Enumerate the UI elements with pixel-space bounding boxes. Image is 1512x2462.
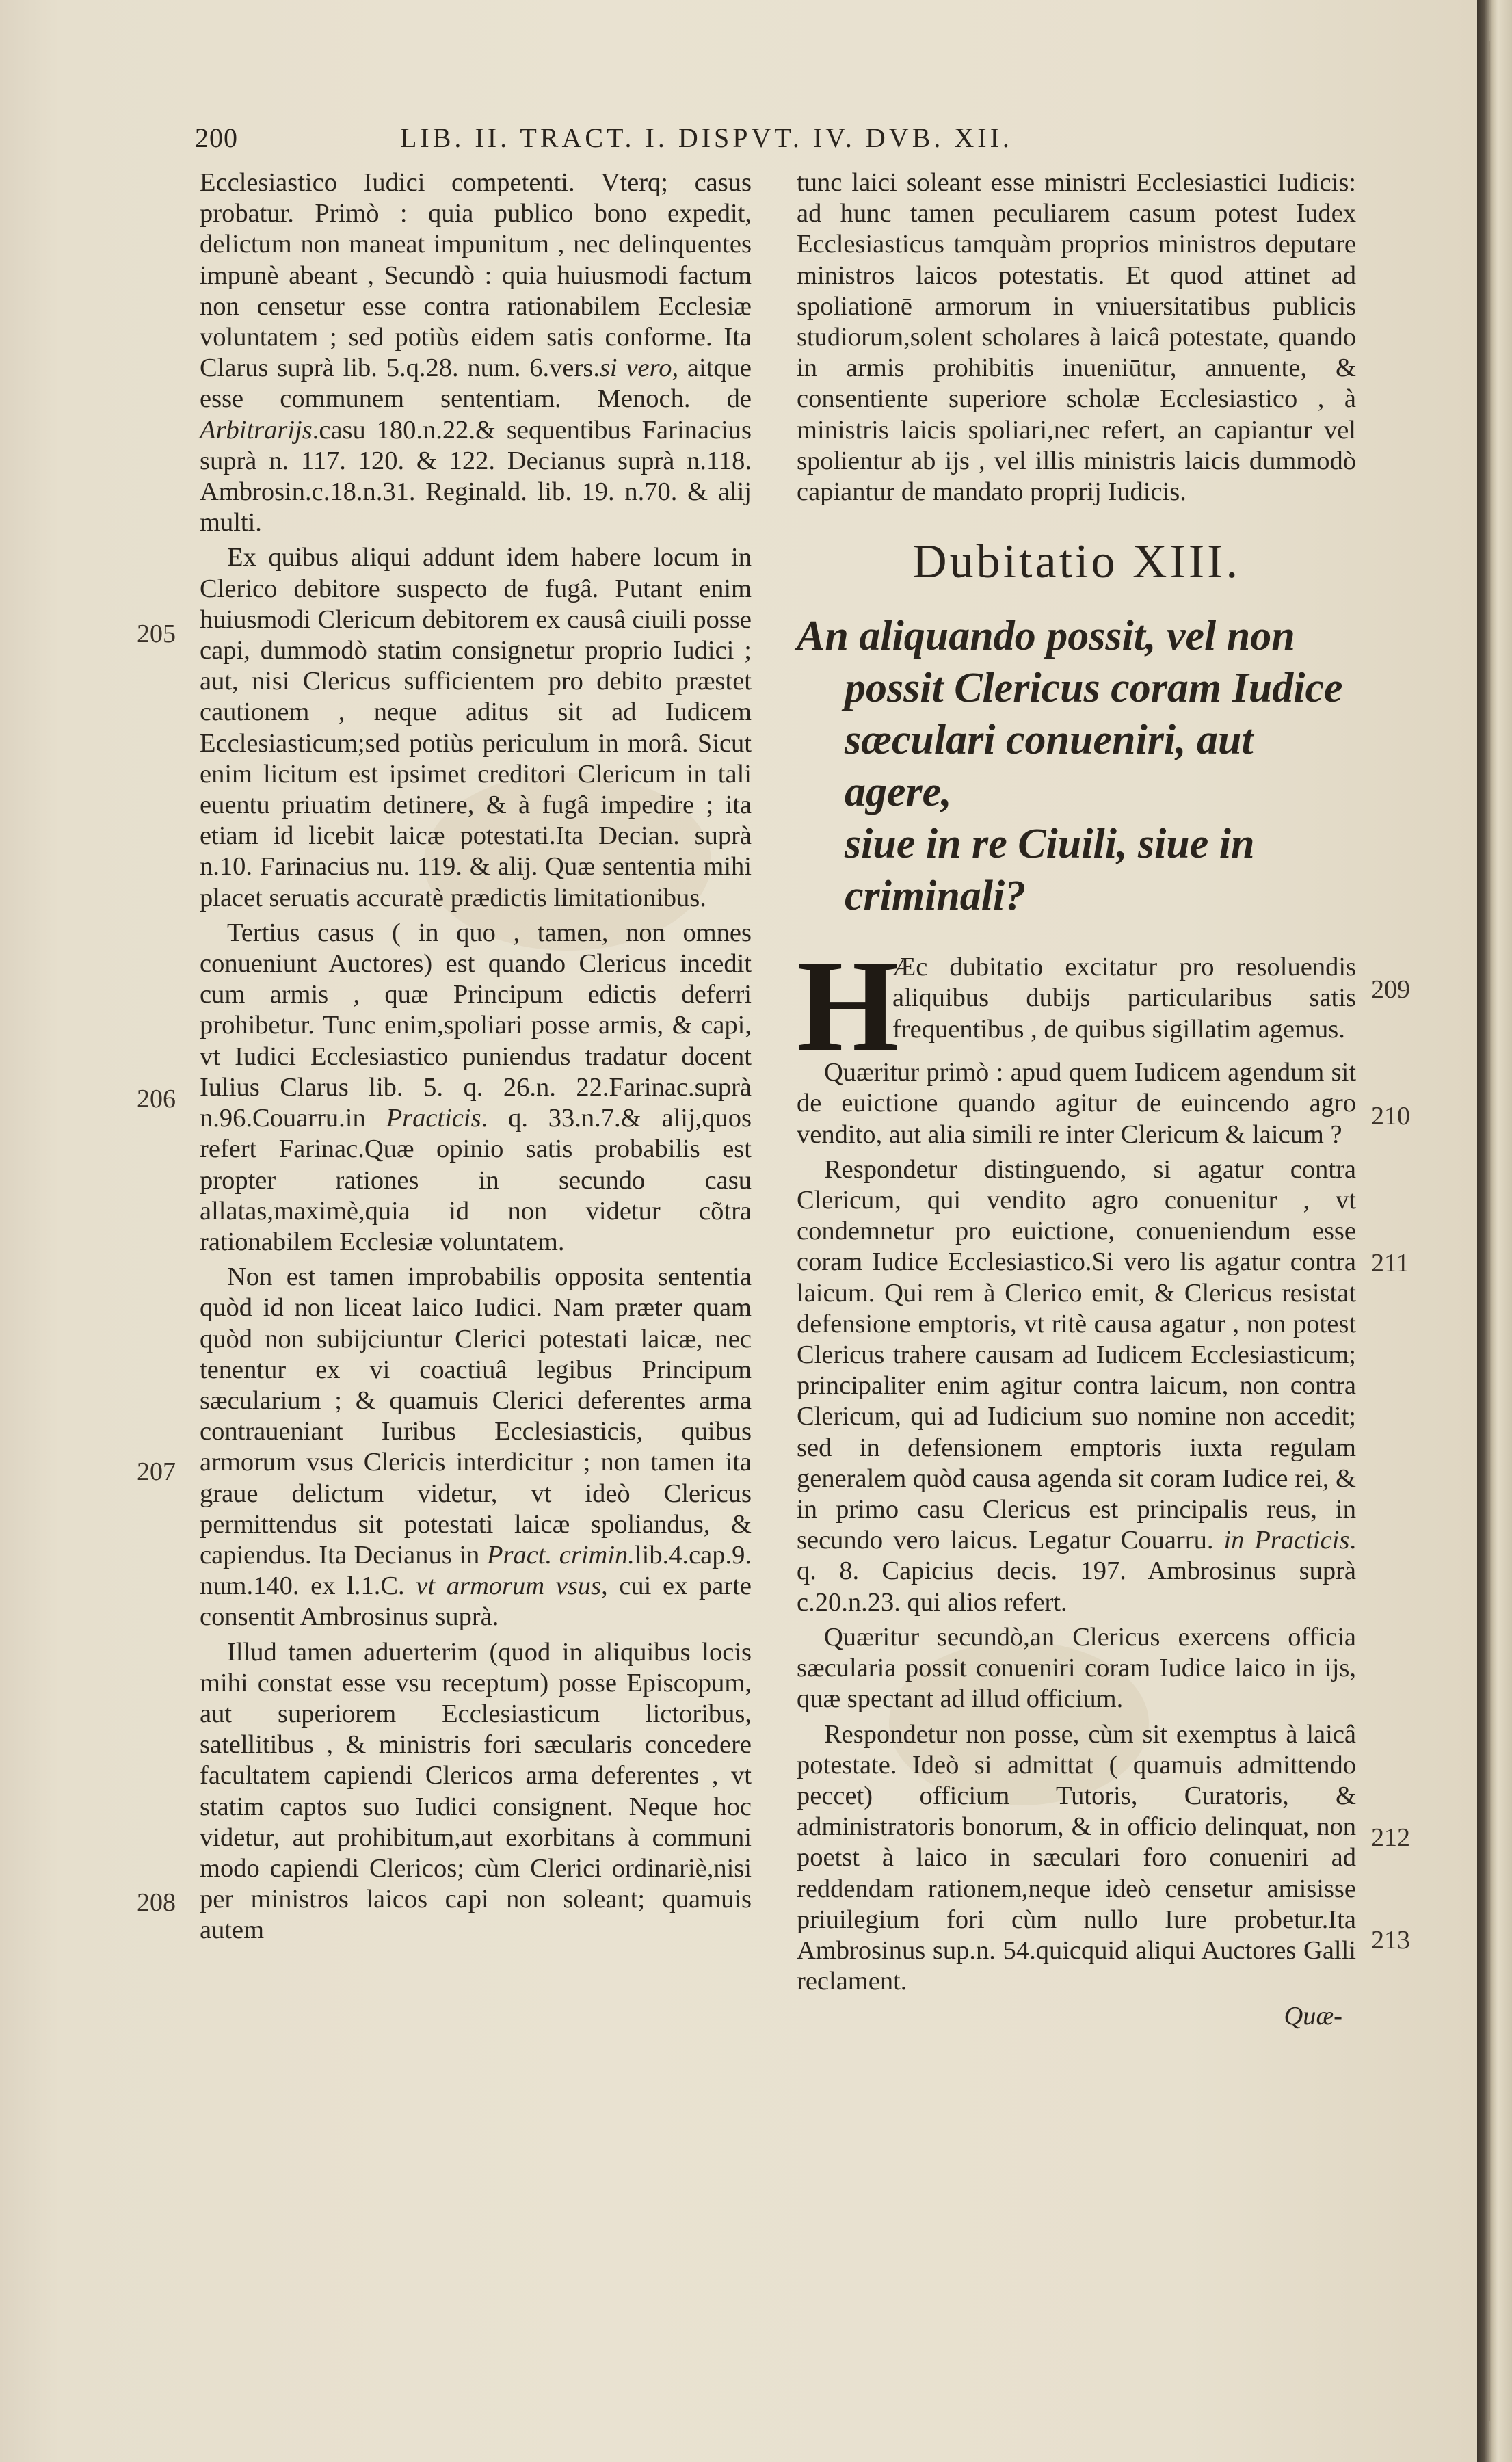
margin-number: 209 (1371, 975, 1410, 1004)
margin-number: 210 (1371, 1102, 1410, 1130)
running-header (195, 122, 1357, 163)
section-title: Dubitatio XIII. (912, 535, 1241, 589)
running-head: LIB. II. TRACT. I. DISPVT. IV. DVB. XII. (400, 122, 1013, 153)
paragraph: Quæritur secundò,an Clericus exercens officia sæcularia possit conueniri coram Iudice laico in ijs, quæ spectant ad illud officium. (797, 1622, 1356, 1714)
drop-cap: H (797, 933, 899, 1079)
paragraph: Non est tamen improbabilis opposita sententia quòd id non liceat laico Iudici. Nam præter quam quòd non subijciuntur Clerici potestati laicæ, nec tenentur ex vi coactiuâ legibus Principum sæcularium ; & quamuis Clerici deferentes arma contraueniant Iuribus Ecclesiasticis, quibus armorum vsus Clericis interdicitur ; non tamen ita graue delictum videtur, vt ideò Clericus permittendus sit potestati laicæ spoliandus, & capiendus. Ita Decianus in Pract. crimin.lib.4.cap.9. num.140. ex l.1.C. vt armorum vsus, cui ex parte consentit Ambrosinus suprà. (200, 1262, 752, 1632)
paragraph: Ecclesiastico Iudici competenti. Vterq; casus probatur. Primò : quia publico bono expedit, delictum non maneat impunitum , nec delinquentes impunè abeant , Secundò : quia huiusmodi factum non censetur esse contra rationabilem Ecclesiæ voluntatem ; sed potiùs eidem satis conforme. Ita Clarus suprà lib. 5.q.28. num. 6.vers.si vero, aitque esse communem sententiam. Menoch. de Arbitrarijs.casu 180.n.22.& sequentibus Farinacius suprà n. 117. 120. & 122. Decianus suprà n.118. Ambrosin.c.18.n.31. Reginald. lib. 19. n.70. & alij multi. (200, 168, 752, 538)
page-edge (1477, 0, 1512, 2462)
margin-number: 212 (1371, 1823, 1410, 1852)
paragraph: Respondetur distinguendo, si agatur contra Clericum, qui vendito agro conuenitur , vt condemnetur pro euictione, conueniendum esse coram Iudice Ecclesiastico.Si vero lis agatur contra laicum. Qui rem à Clerico emit, & Clericus resistat defensione emptoris, vt ritè causa agatur , non potest Clericus trahere causam ad Iudicem Ecclesiasticum; principaliter enim agitur contra laicum, non contra Clericum, qui ad Iudicium suo nomine non accedit; sed in defensionem emptoris iuxta regulam generalem quòd causa agenda sit coram Iudice rei, & in primo casu Clericus est principalis reus, in secundo vero laicus. Legatur Couarru. in Practicis. q. 8. Capicius decis. 197. Ambrosinus suprà c.20.n.23. qui alios refert. (797, 1154, 1356, 1617)
margin-number: 211 (1371, 1249, 1409, 1278)
catchword: Quæ- (1284, 2002, 1342, 2031)
paragraph: tunc laici soleant esse ministri Ecclesiastici Iudicis: ad hunc tamen peculiarem casum potest Iudex Ecclesiasticus tamquàm proprios ministros deputare ministros laicos potestatis. Et quod attinet ad spoliationē armorum in vniuersitatibus publicis studiorum,solent scholares à laicâ potestate, quando in armis prohibitis inueniūtur, annuente, & consentiente superiore scholæ Ecclesiastico , à ministris laicis spoliari,nec refert, an capiantur vel spolientur ab ijs , vel illis ministris laicis dummodò capiantur de mandato proprij Iudicis. (797, 168, 1356, 507)
paragraph: Quæritur primò : apud quem Iudicem agendum sit de euictione quando agitur de euincendo agro vendito, aut alia simili re inter Clericum & laicum ? (797, 1058, 1356, 1149)
margin-number: 207 (137, 1457, 176, 1486)
margin-number: 205 (137, 620, 176, 648)
paragraph: Respondetur non posse, cùm sit exemptus à laicâ potestate. Ideò si admittat ( quamuis admittendo peccet) officium Tutoris, Curatoris, & administratoris bonorum, & in officio delinquat, non poetst à laico in sæculari foro conueniri ad reddendam rationem,neque ideò censetur amisisse priuilegium fori cùm nullo Iure probetur.Ita Ambrosinus sup.n. 54.quicquid aliqui Auctores Galli reclament. (797, 1719, 1356, 1996)
section-question: An aliquando possit, vel non possit Clericus coram Iudice sæculari conueniri, aut agere, siue in re Ciuili, siue in criminali? (797, 613, 1343, 920)
left-column (200, 168, 752, 1950)
right-column (797, 168, 1356, 2033)
margin-number: 206 (137, 1085, 176, 1113)
page-number: 200 (195, 122, 238, 153)
margin-number: 213 (1371, 1926, 1410, 1955)
paragraph: Æc dubitatio excitatur pro resoluendis aliquibus dubijs particularibus satis frequentibus , de quibus sigillatim agemus. (892, 953, 1356, 1044)
intro-paragraph (797, 933, 1356, 1079)
paragraph: Tertius casus ( in quo , tamen, non omnes conueniunt Auctores) est quando Clericus incedit cum armis , quæ Principum edictis deferri prohibetur. Tunc enim,spoliari posse armis, & capi, vt Iudici Ecclesiastico puniendus tradatur docent Iulius Clarus lib. 5. q. 26.n. 22.Farinac.suprà n.96.Couarru.in Practicis. q. 33.n.7.& alij,quos refert Farinac.Quæ opinio satis probabilis est propter rationes in secundo casu allatas,maximè,quia id non videtur cõtra rationabilem Ecclesiæ voluntatem. (200, 918, 752, 1256)
paragraph: Ex quibus aliqui addunt idem habere locum in Clerico debitore suspecto de fugâ. Putant enim huiusmodi Clericum debitorem ex causâ ciuili posse capi, dummodò statim consignetur proprio Iudici ; aut, nisi Clericus sufficientem pro debito præstet cautionem , neque aditus sit ad Iudicem Ecclesiasticum;sed potiùs periculum in morâ. Sicut enim licitum est ipsimet creditori Clericum in tali euentu priuatim detinere, & à fugâ impedire ; ita etiam id licebit laicæ potestati.Ita Decian. suprà n.10. Farinacius nu. 119. & alij. Quæ sententia mihi placet seruatis accuratè prædictis limitationibus. (200, 543, 752, 912)
paragraph: Illud tamen aduerterim (quod in aliquibus locis mihi constat esse vsu receptum) posse Episcopum, aut superiorem Ecclesiasticum lictoribus, satellitibus , & ministris fori sæcularis concedere facultatem capiendi Clericos arma deferentes , vt statim captos suo Iudici consignent. Neque hoc videtur, aut prohibitum,aut exorbitans à communi modo capiendi Clericos; cùm Clerici ordinariè,nisi per ministros laicos capi non soleant; quamuis autem (200, 1637, 752, 1945)
margin-number: 208 (137, 1888, 176, 1917)
